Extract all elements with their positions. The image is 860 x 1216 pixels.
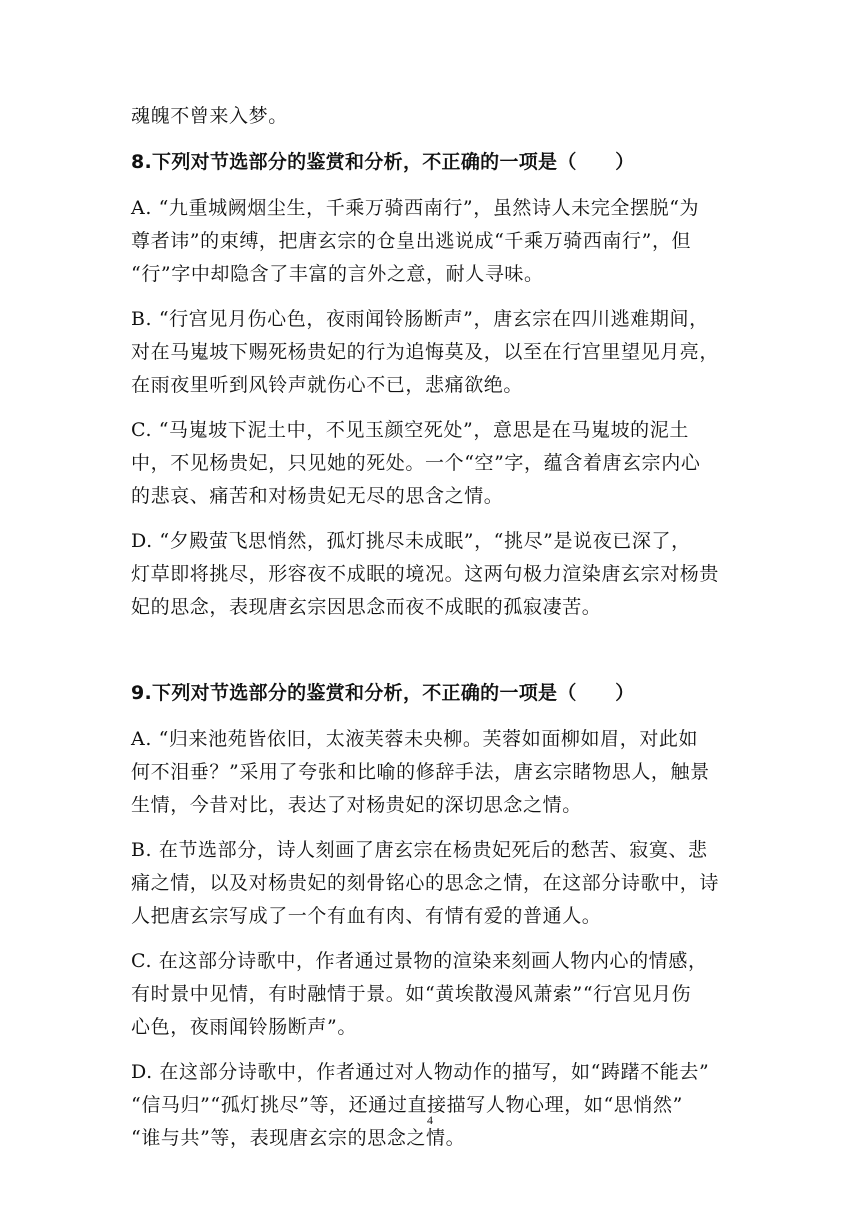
option-line: 人把唐玄宗写成了一个有血有肉、有情有爱的普通人。 [131, 905, 602, 927]
option-line: “行”字中却隐含了丰富的言外之意，耐人寻味。 [131, 263, 544, 285]
option-line: C. 在这部分诗歌中，作者通过景物的渲染来刻画人物内心的情感， [131, 950, 708, 972]
option-line: “谁与共”等，表现唐玄宗的思念之情。 [131, 1127, 466, 1149]
option-line: D. 在这部分诗歌中，作者通过对人物动作的描写，如“踌躇不能去” [131, 1061, 710, 1083]
option-line: B. 在节选部分，诗人刻画了唐玄宗在杨贵妃死后的愁苦、寂寞、悲 [131, 839, 708, 861]
option-line: A. “归来池苑皆依旧，太液芙蓉未央柳。芙蓉如面柳如眉，对此如 [131, 728, 699, 750]
option-line: 对在马嵬坡下赐死杨贵妃的行为追悔莫及，以至在行宫里望见月亮， [131, 341, 720, 363]
page-number: 4 [427, 1113, 433, 1127]
option-line: 痛之情，以及对杨贵妃的刻骨铭心的思念之情，在这部分诗歌中，诗 [131, 872, 720, 894]
question-9-heading: 9.下列对节选部分的鉴赏和分析，不正确的一项是（ ） [131, 682, 635, 704]
option-line: 生情，今昔对比，表达了对杨贵妃的深切思念之情。 [131, 794, 582, 816]
option-line: 的悲哀、痛苦和对杨贵妃无尽的思含之情。 [131, 485, 504, 507]
option-line: 心色，夜雨闻铃肠断声”。 [131, 1016, 357, 1038]
option-line: D. “夕殿萤飞思悄然，孤灯挑尽未成眠”，“挑尽”是说夜已深了， [131, 530, 691, 552]
question-8-heading: 8.下列对节选部分的鉴赏和分析，不正确的一项是（ ） [131, 151, 635, 173]
intro-tail-text: 魂魄不曾来入梦。 [131, 105, 288, 127]
option-line: 何不泪垂？”采用了夸张和比喻的修辞手法，唐玄宗睹物思人，触景 [131, 761, 710, 783]
option-line: 中，不见杨贵妃，只见她的死处。一个“空”字，蕴含着唐玄宗内心 [131, 452, 701, 474]
option-line: C. “马嵬坡下泥土中，不见玉颜空死处”，意思是在马嵬坡的泥土 [131, 419, 689, 441]
option-line: 有时景中见情，有时融情于景。如“黄埃散漫风萧索”“行宫见月伤 [131, 983, 692, 1005]
option-line: “信马归”“孤灯挑尽”等，还通过直接描写人物心理，如“思悄然” [131, 1094, 683, 1116]
option-line: 灯草即将挑尽，形容夜不成眠的境况。这两句极力渲染唐玄宗对杨贵 [131, 563, 720, 585]
option-line: A. “九重城阙烟尘生，千乘万骑西南行”，虽然诗人未完全摆脱“为 [131, 197, 700, 219]
option-line: 在雨夜里听到风铃声就伤心不已，悲痛欲绝。 [131, 374, 524, 396]
option-line: 妃的思念，表现唐玄宗因思念而夜不成眠的孤寂凄苦。 [131, 596, 602, 618]
option-line: B. “行宫见月伤心色，夜雨闻铃肠断声”，唐玄宗在四川逃难期间， [131, 308, 709, 330]
option-line: 尊者讳”的束缚，把唐玄宗的仓皇出逃说成“千乘万骑西南行”，但 [131, 230, 692, 252]
